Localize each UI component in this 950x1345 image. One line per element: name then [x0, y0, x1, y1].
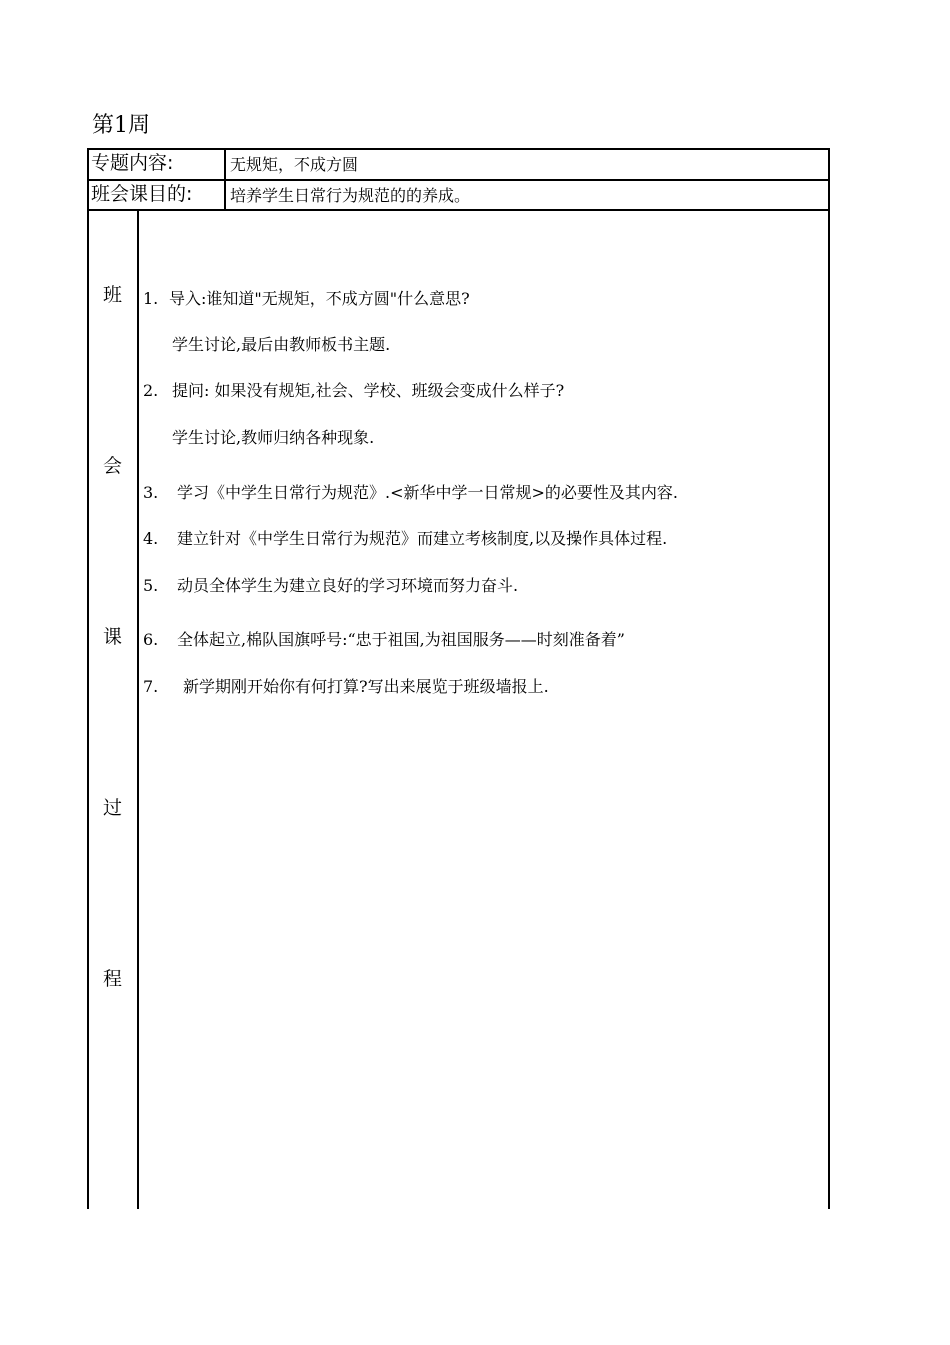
process-label-char-5: 程: [103, 968, 123, 990]
step-number: 4.: [143, 529, 159, 548]
table-process-divider: [137, 210, 139, 1209]
step-text: 建立针对《中学生日常行为规范》而建立考核制度,以及操作具体过程.: [177, 529, 668, 548]
table-border-top: [87, 148, 830, 150]
process-step: [143, 483, 678, 503]
process-step: [143, 677, 549, 697]
table-border-left: [87, 148, 89, 1209]
step-text: 新学期刚开始你有何打算?写出来展览于班级墙报上.: [183, 677, 549, 696]
step-text: 提问: 如果没有规矩,社会、学校、班级会变成什么样子?: [172, 381, 565, 400]
process-step: [143, 381, 564, 401]
process-step: [172, 335, 390, 355]
step-text: 导入:谁知道"无规矩，不成方圆"什么意思?: [169, 289, 470, 308]
step-text: 动员全体学生为建立良好的学习环境而努力奋斗.: [177, 576, 519, 595]
process-label-char-3: 课: [103, 626, 123, 648]
step-text: 学生讨论,教师归纳各种现象.: [172, 428, 375, 447]
step-text: 学习《中学生日常行为规范》.<新华中学一日常规>的必要性及其内容.: [177, 483, 678, 502]
process-label-char-2: 会: [103, 455, 123, 477]
process-step: [143, 576, 518, 596]
step-number: 2.: [143, 381, 159, 400]
topic-label: 专题内容:: [91, 152, 174, 174]
step-number: 7.: [143, 677, 159, 696]
step-number: 6.: [143, 630, 159, 649]
table-label-divider: [224, 148, 226, 210]
step-text: 学生讨论,最后由教师板书主题.: [172, 335, 391, 354]
process-label-char-4: 过: [103, 797, 123, 819]
process-step: [143, 529, 667, 549]
table-row-divider-1: [87, 179, 830, 181]
step-number: 3.: [143, 483, 159, 502]
topic-value: 无规矩，不成方圆: [230, 155, 359, 174]
process-step: [143, 289, 470, 309]
table-row-divider-2: [87, 209, 830, 211]
week-title: 第1周: [92, 113, 150, 138]
process-label-char-1: 班: [103, 284, 123, 306]
purpose-label: 班会课目的:: [91, 183, 193, 205]
table-border-right: [828, 148, 830, 1209]
step-number: 5.: [143, 576, 159, 595]
process-step: [143, 630, 625, 650]
process-step: [172, 428, 374, 448]
step-number: 1.: [143, 289, 159, 308]
step-text: 全体起立,棉队国旗呼号:“忠于祖国,为祖国服务——时刻准备着”: [177, 630, 625, 649]
purpose-value: 培养学生日常行为规范的的养成。: [230, 186, 471, 205]
